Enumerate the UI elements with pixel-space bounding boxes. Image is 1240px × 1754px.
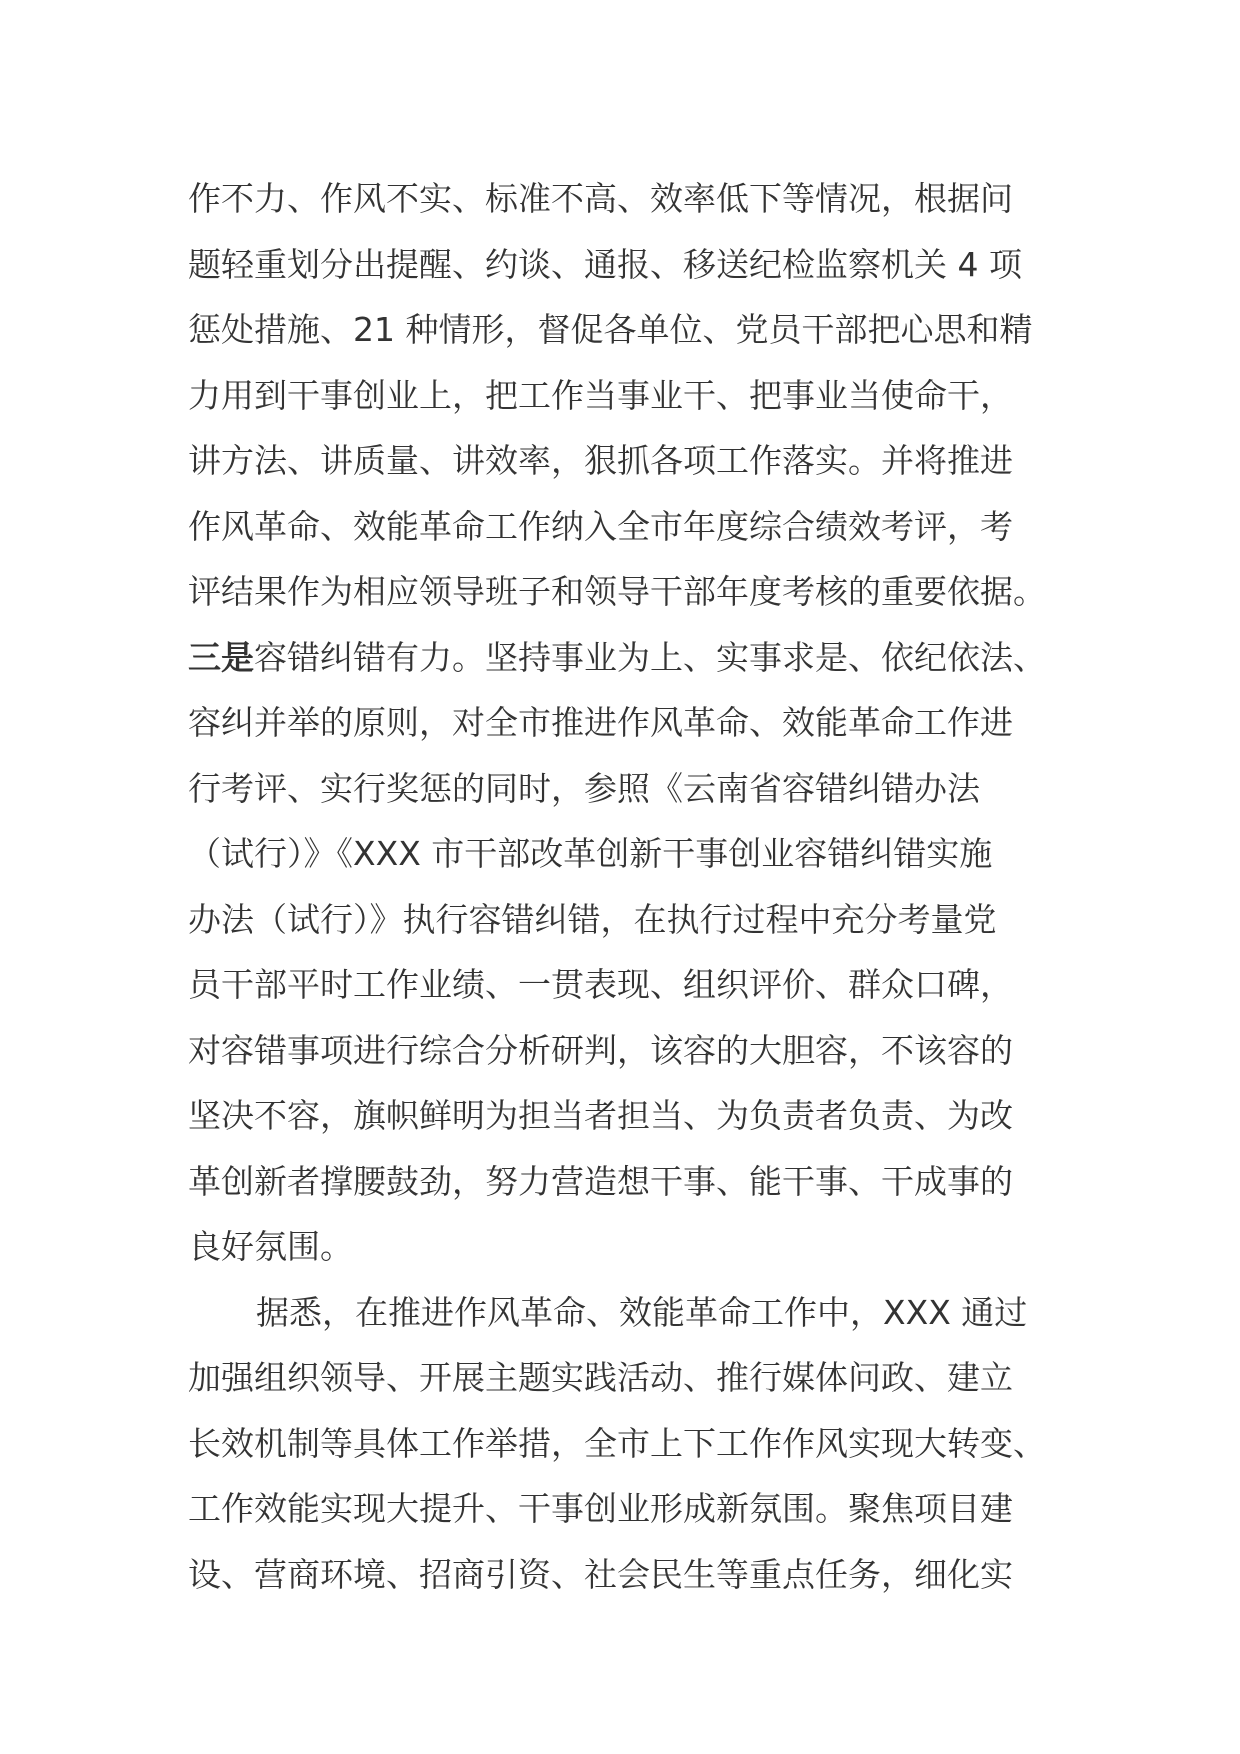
- text-line: 工作效能实现大提升、干事创业形成新氛围。聚焦项目建: [188, 1489, 1013, 1528]
- text-line: 行考评、实行奖惩的同时，参照《云南省容错纠错办法: [188, 768, 980, 808]
- text-line: 革创新者撑腰鼓劲，努力营造想干事、能干事、干成事的: [188, 1161, 1013, 1201]
- text-line: 良好氛围。: [188, 1227, 353, 1266]
- text-line: 容纠并举的原则，对全市推进作风革命、效能革命工作进: [188, 703, 1013, 742]
- line-text: 容错纠错有力。坚持事业为上、实事求是、依纪依法、: [254, 637, 1046, 677]
- text-line: 员干部平时工作业绩、一贯表现、组织评价、群众口碑，: [188, 965, 1013, 1004]
- text-line: 力用到干事创业上，把工作当事业干、把事业当使命干，: [188, 375, 1013, 415]
- text-line: 作不力、作风不实、标准不高、效率低下等情况，根据问: [188, 179, 1013, 218]
- line-text: 据悉，在推进作风革命、效能革命工作中，XXX 通过: [256, 1292, 1028, 1332]
- text-line: [188, 625, 1068, 691]
- text-line: [188, 1280, 1068, 1346]
- bold-lead-text: 三是: [188, 637, 254, 677]
- text-line: 评结果作为相应领导班子和领导干部年度考核的重要依据。: [188, 572, 1046, 611]
- text-line: 题轻重划分出提醒、约谈、通报、移送纪检监察机关 4 项: [188, 244, 1022, 284]
- text-line: 坚决不容，旗帜鲜明为担当者担当、为负责者负责、为改: [188, 1096, 1013, 1135]
- text-line: 惩处措施、21 种情形，督促各单位、党员干部把心思和精: [188, 310, 1033, 349]
- text-line: 办法（试行）》执行容错纠错，在执行过程中充分考量党: [188, 899, 997, 939]
- text-line: 对容错事项进行综合分析研判，该容的大胆容，不该容的: [188, 1030, 1013, 1070]
- body-text: [188, 166, 1068, 1607]
- text-line: 讲方法、讲质量、讲效率，狠抓各项工作落实。并将推进: [188, 441, 1013, 480]
- text-line: （试行）》《XXX 市干部改革创新干事创业容错纠错实施: [188, 834, 993, 873]
- text-line: 加强组织领导、开展主题实践活动、推行媒体问政、建立: [188, 1358, 1013, 1397]
- text-line: 作风革命、效能革命工作纳入全市年度综合绩效考评，考: [188, 506, 1013, 546]
- text-line: 设、营商环境、招商引资、社会民生等重点任务，细化实: [188, 1554, 1013, 1594]
- text-line: 长效机制等具体工作举措，全市上下工作作风实现大转变、: [188, 1423, 1046, 1463]
